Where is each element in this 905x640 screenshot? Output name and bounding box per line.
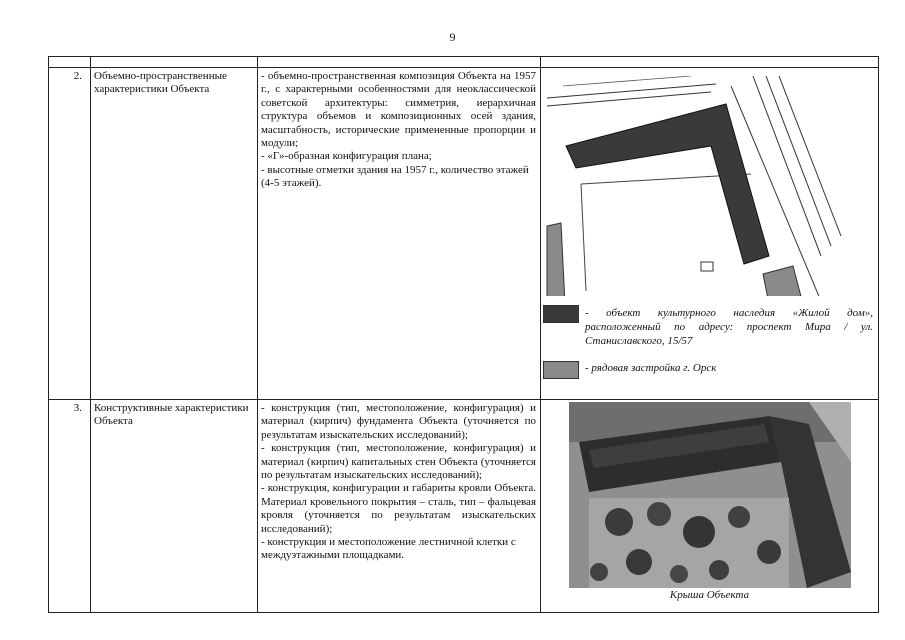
description-item: - конструкция (тип, местоположение, конфигурация) и материал (кирпич) фундамента Объекта (уточняется по результатам изыскательских исследований); bbox=[261, 402, 536, 441]
tree bbox=[605, 508, 633, 536]
description-item: - «Г»-образная конфигурация плана; bbox=[261, 150, 432, 163]
street-line bbox=[547, 84, 716, 98]
description-item: - высотные отметки здания на 1957 г., количество этажей (4-5 этажей). bbox=[261, 163, 529, 190]
ordinary-building bbox=[547, 223, 565, 296]
legend-heritage-label: - объект культурного наследия «Жилой дом», расположенный по адресу: проспект Мира / ул. Станиславского, 15/57 bbox=[585, 307, 873, 347]
street-line bbox=[563, 76, 691, 86]
description-item: - объемно-пространственная композиция Объекта на 1957 г., с характерными особенностями для неоклассической советской архитектуры: симметрия, иерархичная структура объемов и композиционных осей здания, масштабность, исторические примененные пропорции и модули; bbox=[261, 70, 536, 150]
tree bbox=[683, 516, 715, 548]
tree bbox=[709, 560, 729, 580]
row-number: 2. bbox=[49, 68, 91, 400]
tree bbox=[647, 502, 671, 526]
row-description bbox=[258, 400, 541, 613]
row-name: Конструктивные характеристики Объекта bbox=[91, 400, 258, 613]
street-line bbox=[779, 76, 841, 236]
table-header-spacer bbox=[49, 57, 879, 68]
row-name: Объемно-пространственные характеристики Объекта bbox=[91, 68, 258, 400]
table-row bbox=[49, 68, 879, 400]
street-line bbox=[547, 92, 711, 106]
street-line bbox=[753, 76, 821, 256]
row-number: 3. bbox=[49, 400, 91, 613]
description-item: - конструкция и местоположение лестничной клетки с междуэтажными площадками. bbox=[261, 536, 516, 562]
tree bbox=[728, 506, 750, 528]
tree bbox=[757, 540, 781, 564]
aerial-photo bbox=[569, 402, 851, 588]
page-number: 9 bbox=[449, 30, 456, 44]
aerial-photo-cell bbox=[541, 400, 879, 613]
legend-swatch-ordinary bbox=[543, 361, 579, 379]
characteristics-table bbox=[48, 56, 879, 613]
tree bbox=[590, 563, 608, 581]
site-plan-map bbox=[541, 76, 879, 296]
small-structure bbox=[701, 262, 713, 271]
tree bbox=[670, 565, 688, 583]
tree bbox=[626, 549, 652, 575]
table-row bbox=[49, 400, 879, 613]
street-line bbox=[766, 76, 831, 246]
legend-swatch-heritage bbox=[543, 305, 579, 323]
row-description bbox=[258, 68, 541, 400]
heritage-building bbox=[566, 104, 769, 264]
description-item: - конструкция (тип, местоположение, конфигурация) и материал (кирпич) капитальных стен Объекта (уточняется по результатам изыскательских исследований); bbox=[261, 442, 536, 482]
legend-ordinary-label: - рядовая застройка г. Орск bbox=[585, 362, 717, 374]
ordinary-building bbox=[763, 266, 803, 296]
site-plan-cell bbox=[541, 68, 879, 400]
courtyard-line bbox=[581, 184, 586, 291]
description-item: - конструкция, конфигурации и габариты кровли Объекта. Материал кровельного покрытия – сталь, тип – фальцевая кровля (уточняется по результатам изыскательских исследований); bbox=[261, 482, 536, 535]
photo-caption: Крыша Объекта bbox=[669, 589, 750, 601]
